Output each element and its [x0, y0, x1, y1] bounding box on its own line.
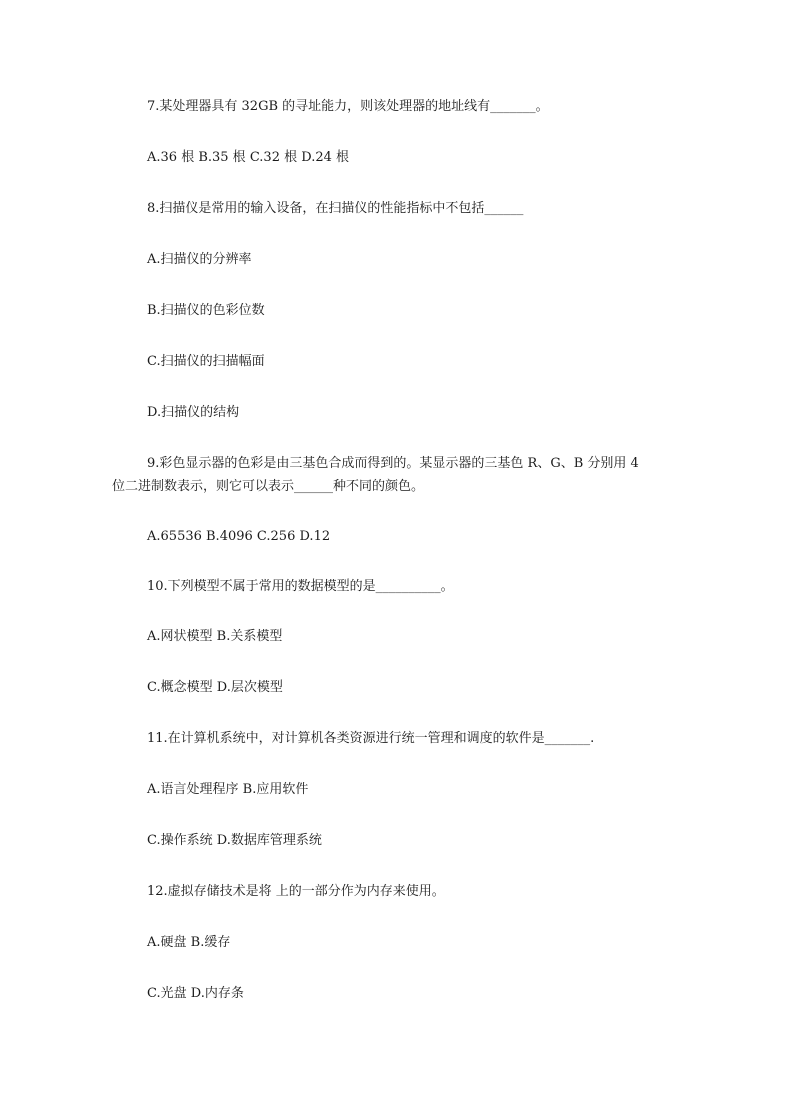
question-8-option-b: B.扫描仪的色彩位数 — [147, 303, 265, 318]
question-10-options-cd: C.概念模型 D.层次模型 — [147, 680, 283, 695]
question-7-options: A.36 根 B.35 根 C.32 根 D.24 根 — [147, 150, 350, 165]
question-11-options-cd: C.操作系统 D.数据库管理系统 — [147, 833, 322, 848]
question-11-stem: 11.在计算机系统中，对计算机各类资源进行统一管理和调度的软件是_______. — [147, 731, 595, 746]
question-9-stem-line2: 位二进制数表示，则它可以表示______种不同的颜色。 — [112, 479, 425, 494]
question-9-options: A.65536 B.4096 C.256 D.12 — [147, 529, 331, 544]
question-9-stem-line1: 9.彩色显示器的色彩是由三基色合成而得到的。某显示器的三基色 R、G、B 分别用 4 — [147, 456, 639, 471]
question-8-option-a: A.扫描仪的分辨率 — [147, 252, 252, 267]
question-10-options-ab: A.网状模型 B.关系模型 — [147, 629, 283, 644]
question-12-options-ab: A.硬盘 B.缓存 — [147, 935, 231, 950]
question-12-stem: 12.虚拟存储技术是将 上的一部分作为内存来使用。 — [147, 884, 445, 899]
question-8-option-d: D.扫描仪的结构 — [147, 405, 240, 420]
question-8-stem: 8.扫描仪是常用的输入设备，在扫描仪的性能指标中不包括______ — [147, 201, 524, 216]
question-11-options-ab: A.语言处理程序 B.应用软件 — [147, 782, 309, 797]
question-12-options-cd: C.光盘 D.内存条 — [147, 986, 244, 1001]
question-8-option-c: C.扫描仪的扫描幅面 — [147, 354, 265, 369]
question-7-stem: 7.某处理器具有 32GB 的寻址能力，则该处理器的地址线有_______。 — [147, 99, 549, 114]
question-10-stem: 10.下列模型不属于常用的数据模型的是__________。 — [147, 579, 454, 594]
